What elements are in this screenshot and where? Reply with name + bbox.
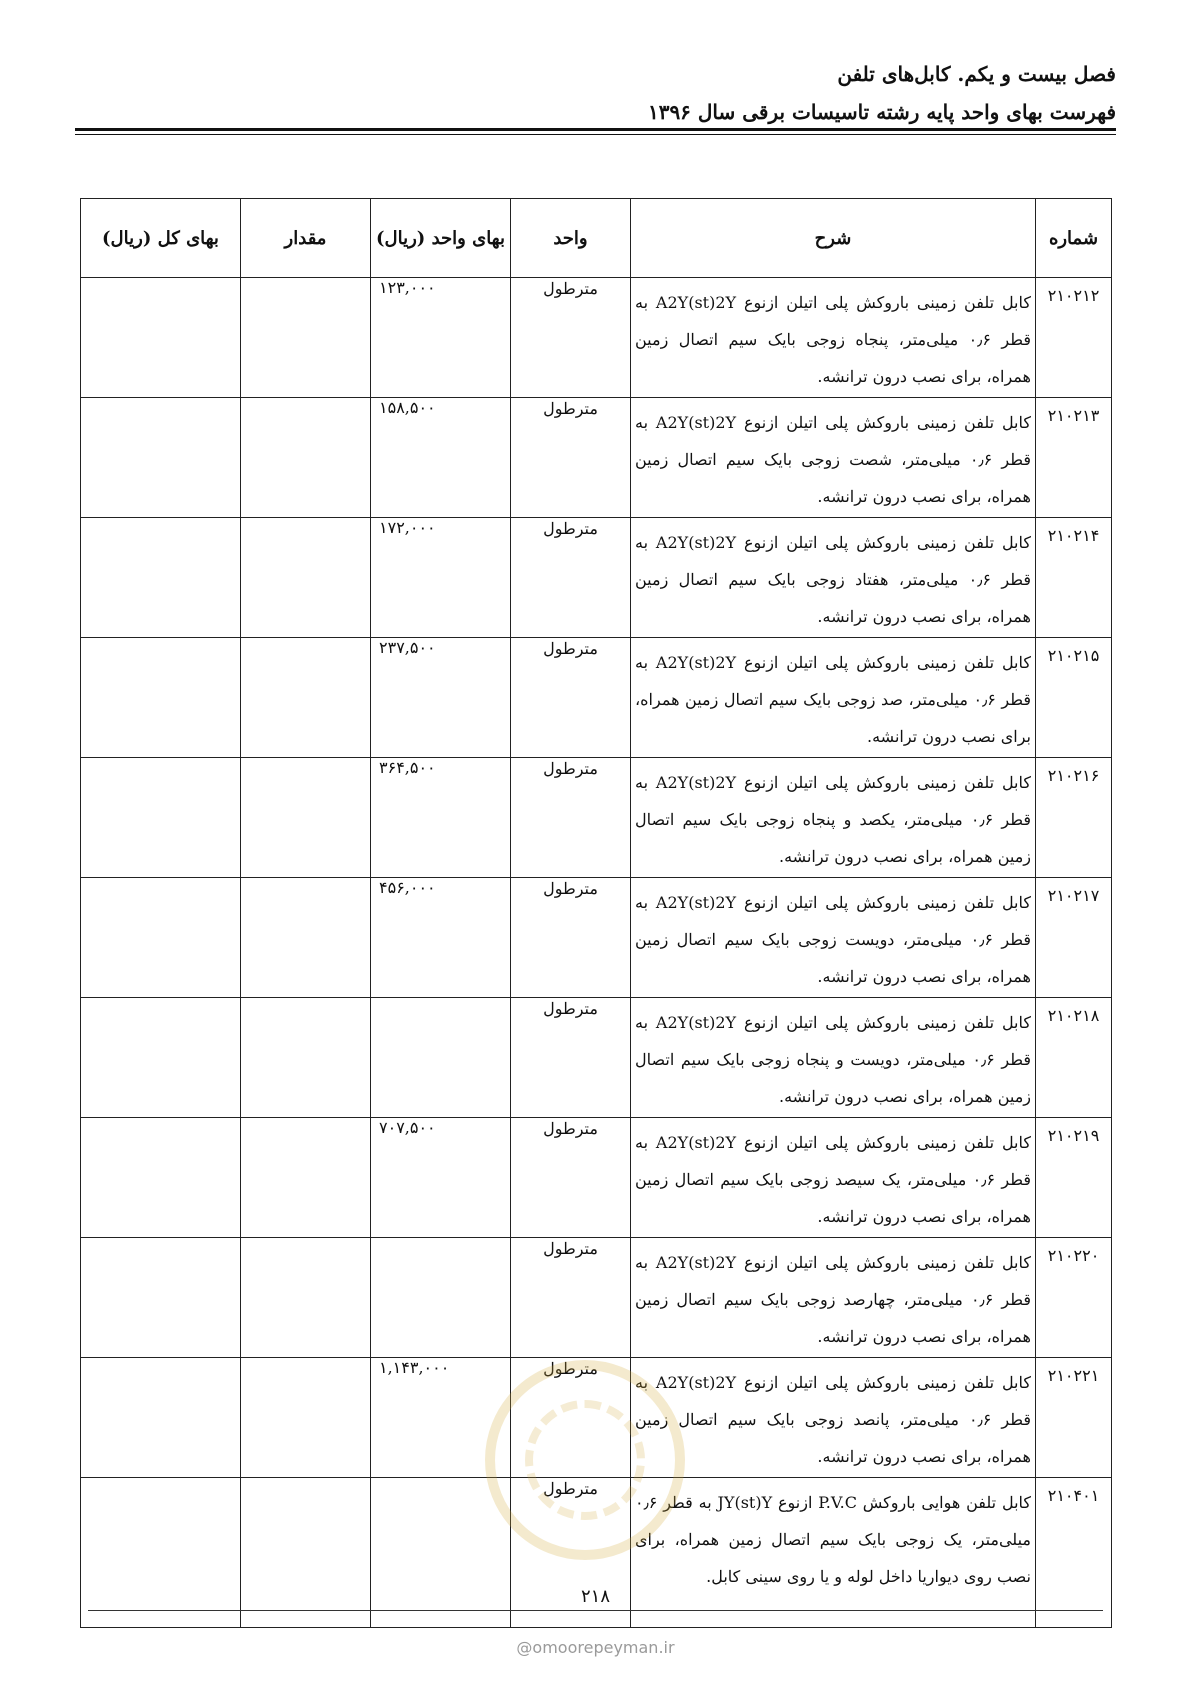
item-quantity xyxy=(241,518,371,638)
col-header-quantity: مقدار xyxy=(241,199,371,278)
item-total-price xyxy=(81,518,241,638)
item-code: ۲۱۰۲۱۵ xyxy=(1036,638,1112,758)
item-total-price xyxy=(81,398,241,518)
item-unit: مترطول xyxy=(511,998,631,1118)
item-code: ۲۱۰۴۰۱ xyxy=(1036,1478,1112,1628)
col-header-unit: واحد xyxy=(511,199,631,278)
item-total-price xyxy=(81,638,241,758)
table-row xyxy=(81,1118,1112,1238)
item-unit-price xyxy=(371,998,511,1118)
item-description: کابل تلفن زمینی باروکش پلی اتیلن ازنوع A2Y(st)2Y به قطر ۰٫۶ میلی‌متر، شصت زوجی بایک سیم اتصال زمین همراه، برای نصب درون ترانشه. xyxy=(631,398,1036,518)
item-code: ۲۱۰۲۱۴ xyxy=(1036,518,1112,638)
item-unit: مترطول xyxy=(511,878,631,998)
item-description: کابل تلفن زمینی باروکش پلی اتیلن ازنوع A2Y(st)2Y به قطر ۰٫۶ میلی‌متر، دویست و پنجاه زوجی بایک سیم اتصال زمین همراه، برای نصب درون ترانشه. xyxy=(631,998,1036,1118)
item-unit: مترطول xyxy=(511,1358,631,1478)
item-description: کابل تلفن زمینی باروکش پلی اتیلن ازنوع A2Y(st)2Y به قطر ۰٫۶ میلی‌متر، پانصد زوجی بایک سیم اتصال زمین همراه، برای نصب درون ترانشه. xyxy=(631,1358,1036,1478)
item-unit-price: ۳۶۴,۵۰۰ xyxy=(371,758,511,878)
table-row xyxy=(81,518,1112,638)
item-unit-price: ۱۷۲,۰۰۰ xyxy=(371,518,511,638)
item-total-price xyxy=(81,878,241,998)
item-total-price xyxy=(81,1118,241,1238)
footer-rule xyxy=(88,1610,1103,1611)
item-description: کابل تلفن زمینی باروکش پلی اتیلن ازنوع A2Y(st)2Y به قطر ۰٫۶ میلی‌متر، یک سیصد زوجی بایک سیم اتصال زمین همراه، برای نصب درون ترانشه. xyxy=(631,1118,1036,1238)
item-code: ۲۱۰۲۱۳ xyxy=(1036,398,1112,518)
item-quantity xyxy=(241,398,371,518)
item-total-price xyxy=(81,278,241,398)
col-header-code: شماره xyxy=(1036,199,1112,278)
item-description: کابل تلفن زمینی باروکش پلی اتیلن ازنوع A2Y(st)2Y به قطر ۰٫۶ میلی‌متر، هفتاد زوجی بایک سیم اتصال زمین همراه، برای نصب درون ترانشه. xyxy=(631,518,1036,638)
item-quantity xyxy=(241,758,371,878)
item-unit-price: ۴۵۶,۰۰۰ xyxy=(371,878,511,998)
item-code: ۲۱۰۲۱۲ xyxy=(1036,278,1112,398)
document-title: فهرست بهای واحد پایه رشته تاسیسات برقی سال ۱۳۹۶ xyxy=(647,100,1116,124)
item-unit-price: ۱,۱۴۳,۰۰۰ xyxy=(371,1358,511,1478)
item-unit: مترطول xyxy=(511,278,631,398)
item-total-price xyxy=(81,1358,241,1478)
header-rule-thin xyxy=(75,134,1116,135)
chapter-title: فصل بیست و یکم. کابل‌های تلفن xyxy=(837,62,1116,86)
item-quantity xyxy=(241,1238,371,1358)
item-quantity xyxy=(241,998,371,1118)
page-number: ۲۱۸ xyxy=(580,1586,610,1607)
table-row xyxy=(81,398,1112,518)
item-unit-price: ۷۰۷,۵۰۰ xyxy=(371,1118,511,1238)
item-code: ۲۱۰۲۱۶ xyxy=(1036,758,1112,878)
item-unit: مترطول xyxy=(511,638,631,758)
col-header-total-price: بهای کل (ریال) xyxy=(81,199,241,278)
table-header-row xyxy=(81,199,1112,278)
item-unit: مترطول xyxy=(511,758,631,878)
item-quantity xyxy=(241,638,371,758)
table-row xyxy=(81,758,1112,878)
item-unit: مترطول xyxy=(511,398,631,518)
item-code: ۲۱۰۲۲۱ xyxy=(1036,1358,1112,1478)
item-total-price xyxy=(81,1238,241,1358)
item-total-price xyxy=(81,758,241,878)
col-header-description: شرح xyxy=(631,199,1036,278)
item-description: کابل تلفن زمینی باروکش پلی اتیلن ازنوع A2Y(st)2Y به قطر ۰٫۶ میلی‌متر، دویست زوجی بایک سیم اتصال زمین همراه، برای نصب درون ترانشه. xyxy=(631,878,1036,998)
item-description: کابل تلفن زمینی باروکش پلی اتیلن ازنوع A2Y(st)2Y به قطر ۰٫۶ میلی‌متر، چهارصد زوجی بایک سیم اتصال زمین همراه، برای نصب درون ترانشه. xyxy=(631,1238,1036,1358)
item-description: کابل تلفن زمینی باروکش پلی اتیلن ازنوع A2Y(st)2Y به قطر ۰٫۶ میلی‌متر، پنجاه زوجی بایک سیم اتصال زمین همراه، برای نصب درون ترانشه. xyxy=(631,278,1036,398)
item-quantity xyxy=(241,278,371,398)
item-unit: مترطول xyxy=(511,1478,631,1628)
page-header xyxy=(75,60,1116,126)
item-unit: مترطول xyxy=(511,518,631,638)
table-row xyxy=(81,1238,1112,1358)
table-row xyxy=(81,638,1112,758)
watermark-gear-icon xyxy=(525,1400,645,1520)
item-code: ۲۱۰۲۲۰ xyxy=(1036,1238,1112,1358)
table-row xyxy=(81,278,1112,398)
item-unit-price xyxy=(371,1238,511,1358)
item-quantity xyxy=(241,1118,371,1238)
item-quantity xyxy=(241,878,371,998)
header-rule xyxy=(75,128,1116,131)
item-quantity xyxy=(241,1358,371,1478)
item-code: ۲۱۰۲۱۹ xyxy=(1036,1118,1112,1238)
item-unit-price: ۱۲۳,۰۰۰ xyxy=(371,278,511,398)
item-description: کابل تلفن زمینی باروکش پلی اتیلن ازنوع A2Y(st)2Y به قطر ۰٫۶ میلی‌متر، یکصد و پنجاه زوجی بایک سیم اتصال زمین همراه، برای نصب درون ترانشه. xyxy=(631,758,1036,878)
item-unit: مترطول xyxy=(511,1118,631,1238)
item-code: ۲۱۰۲۱۸ xyxy=(1036,998,1112,1118)
item-description: کابل تلفن هوایی باروکش P.V.C ازنوع JY(st)Y به قطر ۰٫۶ میلی‌متر، یک زوجی بایک سیم اتصال زمین همراه، برای نصب روی دیواریا داخل لوله و یا روی سینی کابل. xyxy=(631,1478,1036,1628)
item-unit-price: ۱۵۸,۵۰۰ xyxy=(371,398,511,518)
item-unit: مترطول xyxy=(511,1238,631,1358)
table-row xyxy=(81,878,1112,998)
item-code: ۲۱۰۲۱۷ xyxy=(1036,878,1112,998)
col-header-unit-price: بهای واحد (ریال) xyxy=(371,199,511,278)
site-watermark: @omoorepeyman.ir xyxy=(516,1638,675,1657)
item-unit-price: ۲۳۷,۵۰۰ xyxy=(371,638,511,758)
item-total-price xyxy=(81,998,241,1118)
item-description: کابل تلفن زمینی باروکش پلی اتیلن ازنوع A2Y(st)2Y به قطر ۰٫۶ میلی‌متر، صد زوجی بایک سیم اتصال زمین همراه، برای نصب درون ترانشه. xyxy=(631,638,1036,758)
table-row xyxy=(81,998,1112,1118)
